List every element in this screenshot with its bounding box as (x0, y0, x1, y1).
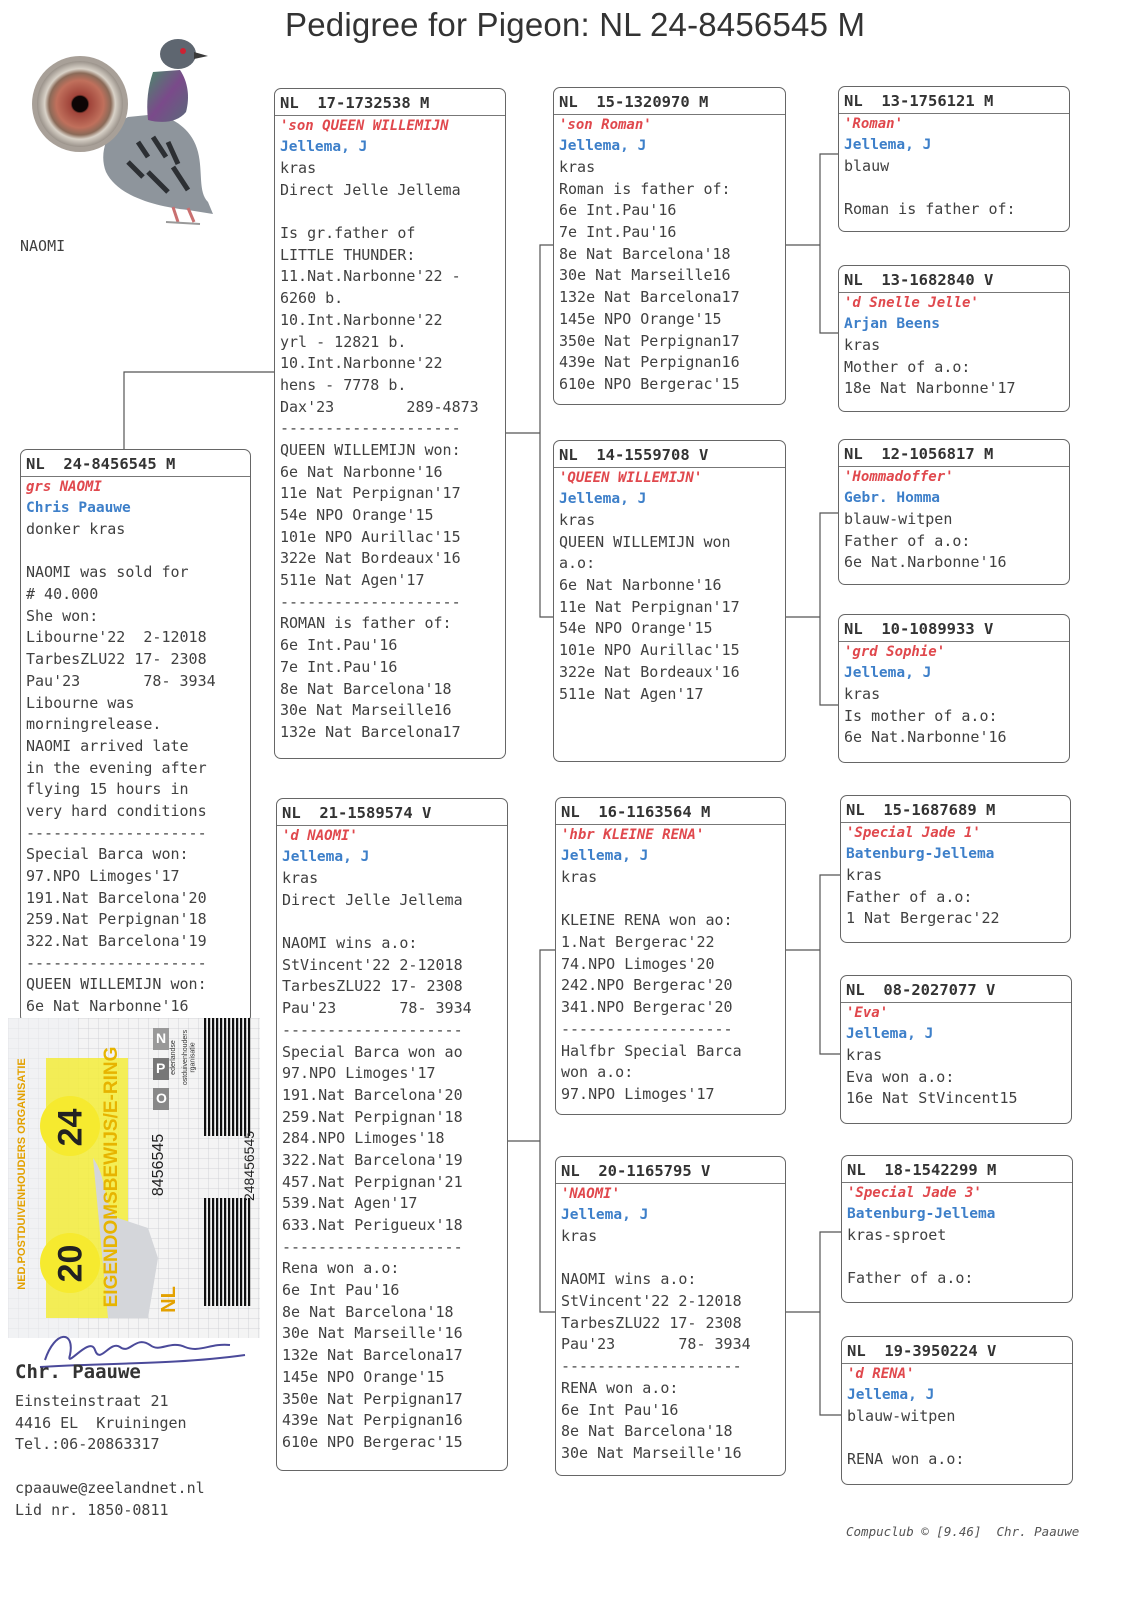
pigeon-card-ggp-8[interactable] (841, 1336, 1073, 1485)
pigeon-line: kras (844, 336, 881, 354)
pigeon-line: Father of a.o: (844, 531, 971, 550)
pigeon-line: a.o: (559, 554, 596, 573)
pigeon-line: 242.NPO Bergerac'20 (561, 976, 733, 995)
pigeon-line: Libourne'22 2-12018 (26, 628, 207, 647)
npo-line-2: ostduivenhouders (182, 1029, 190, 1086)
pigeon-line: 6e Int Pau'16 (561, 1400, 679, 1419)
pigeon-line: blauw-witpen (847, 1407, 956, 1425)
pigeon-breeder: Jellema, J (559, 491, 647, 507)
pigeon-line: RENA won a.o: (847, 1450, 965, 1469)
pigeon-line (556, 1248, 785, 1270)
pigeon-line: 8e Nat Barcelona'18 (559, 244, 731, 263)
pigeon-card-dam-sire[interactable] (555, 797, 786, 1115)
pigeon-ring: NL 14-1559708 V (559, 446, 709, 464)
pigeon-line: 322.Nat Barcelona'19 (26, 932, 207, 951)
pigeon-name: 'hbr KLEINE RENA' (556, 824, 785, 846)
pigeon-lines (554, 157, 785, 396)
pigeon-breeder: Arjan Beens (844, 316, 941, 332)
ring-country: NL (157, 1286, 180, 1313)
pigeon-line: 10.Int.Narbonne'22 (280, 310, 443, 329)
pigeon-line: Libourne was (26, 693, 135, 712)
pigeon-line: -------------------- (26, 953, 207, 972)
pigeon-line: kras (844, 685, 881, 703)
pigeon-line: kras (280, 159, 317, 177)
pigeon-line: 539.Nat Agen'17 (282, 1194, 418, 1213)
pigeon-line: 6e Nat.Narbonne'16 (844, 553, 1007, 572)
ring-org-text: NED.POSTDUIVENHOUDERS ORGANISATIE (16, 1058, 28, 1290)
pigeon-line: flying 15 hours in (26, 780, 189, 799)
pigeon-lines (839, 684, 1069, 749)
pigeon-line: very hard conditions (26, 801, 207, 820)
pigeon-line: 191.Nat Barcelona'20 (26, 888, 207, 907)
pigeon-line: 101e NPO Aurillac'15 (559, 641, 740, 660)
pigeon-name: 'd RENA' (842, 1363, 1072, 1385)
pigeon-line: 101e NPO Aurillac'15 (280, 527, 461, 546)
pigeon-line: 6e Int.Pau'16 (559, 201, 677, 220)
pigeon-line: blauw (844, 157, 890, 175)
pigeon-line: Special Barca won ao (282, 1042, 463, 1061)
pigeon-line: 18e Nat Narbonne'17 (844, 379, 1016, 398)
pigeon-line: RENA won a.o: (561, 1378, 679, 1397)
pigeon-name: grs NAOMI (21, 476, 250, 498)
pigeon-line: Father of a.o: (847, 1269, 974, 1288)
pigeon-breeder: Jellema, J (844, 665, 932, 681)
page-title: Pedigree for Pigeon: NL 24-8456545 M (285, 6, 866, 43)
pigeon-line: Halfbr Special Barca (561, 1041, 742, 1060)
pigeon-line: 6e Nat Narbonne'16 (26, 997, 189, 1016)
pigeon-breeder: Batenburg-Jellema (846, 846, 995, 862)
pigeon-card-subject[interactable] (20, 449, 251, 1023)
ring-barcode-number: 248456545 (241, 1130, 258, 1202)
pigeon-card-dam[interactable] (276, 798, 508, 1471)
pigeon-ring: NL 21-1589574 V (282, 804, 432, 822)
pigeon-line: -------------------- (561, 1357, 742, 1376)
pigeon-line: 145e NPO Orange'15 (559, 309, 722, 328)
pigeon-breeder: Gebr. Homma (844, 490, 941, 506)
pigeon-line: 610e NPO Bergerac'15 (559, 374, 740, 393)
pigeon-card-ggp-3[interactable] (838, 439, 1070, 585)
pigeon-line: 284.NPO Limoges'18 (282, 1129, 445, 1148)
pigeon-ring: NL 18-1542299 M (847, 1161, 997, 1179)
pigeon-line: 8e Nat Barcelona'18 (561, 1422, 733, 1441)
pigeon-line: Father of a.o: (846, 887, 973, 906)
pigeon-line: -------------------- (26, 823, 207, 842)
pigeon-breeder: Chris Paauwe (26, 500, 131, 516)
npo-line-3: rganisatie (189, 1042, 197, 1073)
pigeon-lines (554, 510, 785, 705)
pigeon-breeder: Jellema, J (847, 1387, 935, 1403)
pigeon-line: 97.NPO Limoges'17 (282, 1064, 436, 1083)
pigeon-lines (842, 1406, 1072, 1471)
pigeon-line: kras (559, 511, 596, 529)
pigeon-lines (839, 509, 1069, 574)
pigeon-line: 10.Int.Narbonne'22 (280, 354, 443, 373)
pigeon-line: QUEEN WILLEMIJN won: (26, 975, 207, 994)
pigeon-line: NAOMI was sold for (26, 563, 189, 582)
pigeon-lines (841, 865, 1070, 930)
pigeon-line: Is gr.father of (280, 224, 416, 243)
pigeon-line: NAOMI arrived late (26, 736, 189, 755)
pigeon-name: 'Eva' (841, 1002, 1071, 1024)
pigeon-line (277, 911, 507, 933)
pigeon-line: 54e NPO Orange'15 (559, 619, 713, 638)
pigeon-card-ggp-2[interactable] (838, 265, 1070, 412)
pigeon-line: 6260 b. (280, 289, 344, 308)
owner-spacer (15, 1456, 205, 1478)
pigeon-line: 439e Nat Perpignan16 (282, 1411, 463, 1430)
pigeon-line (839, 178, 1069, 200)
pigeon-line: 511e Nat Agen'17 (559, 684, 704, 703)
ring-year-b: 24 (51, 1108, 90, 1147)
pigeon-line: kras-sproet (847, 1226, 947, 1244)
pigeon-breeder: Jellema, J (282, 849, 370, 865)
pigeon-line: 350e Nat Perpignan17 (282, 1389, 463, 1408)
photo-caption: NAOMI (20, 237, 66, 255)
pigeon-line: # 40.000 (26, 585, 99, 604)
pigeon-line: -------------------- (282, 1020, 463, 1039)
pigeon-lines (556, 867, 785, 1106)
pigeon-lines (841, 1045, 1071, 1110)
pigeon-line: 439e Nat Perpignan16 (559, 353, 740, 372)
pigeon-ring: NL 20-1165795 V (561, 1162, 711, 1180)
pigeon-line: 16e Nat StVincent15 (846, 1089, 1018, 1108)
pigeon-line: Direct Jelle Jellema (282, 890, 463, 909)
pigeon-line: 1 Nat Bergerac'22 (846, 909, 1000, 928)
pigeon-line (21, 541, 250, 563)
pigeon-line: 74.NPO Limoges'20 (561, 954, 715, 973)
pigeon-line: QUEEN WILLEMIJN won: (280, 440, 461, 459)
pigeon-line: NAOMI wins a.o: (282, 934, 418, 953)
pigeon-breeder: Jellema, J (844, 137, 932, 153)
pigeon-line: 6e Nat Narbonne'16 (280, 462, 443, 481)
pigeon-name: 'NAOMI' (556, 1183, 785, 1205)
pigeon-line: kras (561, 868, 598, 886)
ring-doc-text: EIGENDOMSBEWIJS/E-RING (101, 1046, 122, 1308)
pigeon-line: 6e Int Pau'16 (282, 1281, 400, 1300)
pigeon-lines (556, 1226, 785, 1465)
pigeon-line: QUEEN WILLEMIJN won (559, 532, 731, 551)
pigeon-ring: NL 16-1163564 M (561, 803, 711, 821)
npo-letter-p: P (156, 1060, 166, 1076)
pigeon-line: 6e Nat Narbonne'16 (559, 576, 722, 595)
pigeon-line: 191.Nat Barcelona'20 (282, 1085, 463, 1104)
pigeon-line: 30e Nat Marseille'16 (561, 1443, 742, 1462)
pigeon-name: 'd NAOMI' (277, 825, 507, 847)
pigeon-line: kras (561, 1227, 598, 1245)
owner-member-number: Lid nr. 1850-0811 (15, 1500, 169, 1519)
pigeon-line: 132e Nat Barcelona17 (282, 1346, 463, 1365)
pigeon-card-ggp-7[interactable] (841, 1155, 1073, 1303)
pigeon-ring: NL 10-1089933 V (844, 620, 994, 638)
pigeon-line: StVincent'22 2-12018 (282, 955, 463, 974)
pigeon-card-ggp-4[interactable] (838, 614, 1070, 763)
pigeon-line: 11e Nat Perpignan'17 (280, 484, 461, 503)
pigeon-name: 'QUEEN WILLEMIJN' (554, 467, 785, 489)
software-footer: Compuclub © [9.46] Chr. Paauwe (846, 1524, 1080, 1539)
pigeon-line: 7e Int.Pau'16 (559, 223, 677, 242)
pigeon-line: StVincent'22 2-12018 (561, 1292, 742, 1311)
pigeon-card-dam-dam[interactable] (555, 1156, 786, 1476)
pigeon-line: 11.Nat.Narbonne'22 - (280, 267, 461, 286)
pigeon-line: 341.NPO Bergerac'20 (561, 998, 733, 1017)
pigeon-ring: NL 12-1056817 M (844, 445, 994, 463)
pigeon-breeder: Jellema, J (559, 138, 647, 154)
pigeon-line: 8e Nat Barcelona'18 (280, 679, 452, 698)
pigeon-name: 'Special Jade 3' (842, 1182, 1072, 1204)
pigeon-line: 457.Nat Perpignan'21 (282, 1172, 463, 1191)
pigeon-line: Eva won a.o: (846, 1067, 955, 1086)
pigeon-breeder: Jellema, J (561, 848, 649, 864)
pigeon-card-ggp-1[interactable] (838, 86, 1070, 232)
pigeon-ring: NL 13-1682840 V (844, 271, 994, 289)
pigeon-line: 322e Nat Bordeaux'16 (559, 662, 740, 681)
pigeon-line: kras (559, 158, 596, 176)
pigeon-breeder: Batenburg-Jellema (847, 1206, 996, 1222)
pigeon-line: Rena won a.o: (282, 1259, 400, 1278)
pigeon-line: 350e Nat Perpignan17 (559, 331, 740, 350)
owner-email[interactable]: cpaauwe@zeelandnet.nl (15, 1478, 205, 1497)
pigeon-name: 'Roman' (839, 113, 1069, 135)
ring-year-a: 20 (51, 1244, 90, 1283)
pigeon-line: Dax'23 289-4873 (280, 397, 479, 416)
pigeon-line: -------------------- (282, 1237, 463, 1256)
pigeon-name: 'son QUEEN WILLEMIJN (275, 115, 505, 137)
pigeon-line: TarbesZLU22 17- 2308 (282, 977, 463, 996)
pigeon-name: 'son Roman' (554, 114, 785, 136)
pigeon-line: KLEINE RENA won ao: (561, 911, 733, 930)
pigeon-breeder: Jellema, J (280, 139, 368, 155)
pigeon-line: 30e Nat Marseille16 (280, 701, 452, 720)
pigeon-line: kras (846, 866, 883, 884)
pigeon-lines (839, 156, 1069, 221)
ring-certificate (8, 1018, 260, 1338)
pigeon-line: kras (846, 1046, 883, 1064)
pigeon-line: Mother of a.o: (844, 357, 971, 376)
pigeon-line: 322e Nat Bordeaux'16 (280, 549, 461, 568)
pigeon-lines (21, 519, 250, 1018)
pigeon-line: TarbesZLU22 17- 2308 (561, 1313, 742, 1332)
pigeon-line: 11e Nat Perpignan'17 (559, 597, 740, 616)
pigeon-line: kras (282, 869, 319, 887)
pigeon-ring: NL 19-3950224 V (847, 1342, 997, 1360)
pigeon-ring: NL 13-1756121 M (844, 92, 994, 110)
pigeon-line: 30e Nat Marseille16 (559, 266, 731, 285)
ring-number: 8456545 (150, 1133, 168, 1197)
pigeon-card-ggp-5[interactable] (840, 795, 1071, 943)
pigeon-breeder: Jellema, J (561, 1207, 649, 1223)
pigeon-line: hens - 7778 b. (280, 375, 407, 394)
pigeon-ring: NL 24-8456545 M (26, 455, 176, 473)
pigeon-line: 97.NPO Limoges'17 (26, 867, 180, 885)
pigeon-line: blauw-witpen (844, 510, 953, 528)
pigeon-line (556, 889, 785, 911)
npo-letter-o: O (156, 1090, 167, 1106)
owner-street: Einsteinstraat 21 (15, 1392, 169, 1410)
pigeon-line: Pau'23 78- 3934 (561, 1335, 751, 1354)
pigeon-line: Roman is father of: (559, 179, 731, 198)
pigeon-line: 30e Nat Marseille'16 (282, 1324, 463, 1343)
pigeon-line: 633.Nat Perigueux'18 (282, 1216, 463, 1234)
pigeon-line: LITTLE THUNDER: (280, 245, 416, 264)
pigeon-line: ------------------- (561, 1019, 733, 1038)
pigeon-line: Roman is father of: (844, 200, 1016, 219)
pigeon-line (842, 1247, 1072, 1269)
pigeon-line: 6e Int.Pau'16 (280, 636, 398, 655)
pigeon-line (842, 1428, 1072, 1450)
pigeon-line (275, 201, 505, 223)
pigeon-card-ggp-6[interactable] (840, 975, 1072, 1124)
pigeon-name: 'Special Jade 1' (841, 822, 1070, 844)
pigeon-line: Special Barca won: (26, 845, 189, 864)
pigeon-ring: NL 17-1732538 M (280, 94, 430, 112)
npo-letter-n: N (156, 1030, 167, 1046)
pigeon-card-sire[interactable] (274, 88, 506, 759)
pigeon-ring: NL 08-2027077 V (846, 981, 996, 999)
pigeon-line: TarbesZLU22 17- 2308 (26, 650, 207, 669)
pigeon-line: 1.Nat Bergerac'22 (561, 933, 715, 952)
owner-details (15, 1391, 205, 1521)
pigeon-line: Pau'23 78- 3934 (26, 671, 216, 690)
owner-name: Chr. Paauwe (15, 1361, 141, 1383)
owner-city: 4416 EL Kruiningen (15, 1413, 187, 1432)
owner-phone: Tel.:06-20863317 (15, 1435, 160, 1454)
pigeon-line: 145e NPO Orange'15 (282, 1367, 445, 1386)
pigeon-name: 'grd Sophie' (839, 641, 1069, 663)
pigeon-line: 610e NPO Bergerac'15 (282, 1432, 463, 1451)
pigeon-card-sire-sire[interactable] (553, 87, 786, 405)
pigeon-name: 'Hommadoffer' (839, 466, 1069, 488)
pigeon-line: yrl - 12821 b. (280, 332, 407, 351)
pigeon-lines (842, 1225, 1072, 1290)
pigeon-line: Pau'23 78- 3934 (282, 999, 472, 1018)
pigeon-line: Is mother of a.o: (844, 706, 998, 725)
pigeon-lines (277, 868, 507, 1454)
pigeon-line: won a.o: (561, 1063, 634, 1082)
pigeon-breeder: Jellema, J (846, 1026, 934, 1042)
pigeon-line: NAOMI wins a.o: (561, 1270, 697, 1289)
pigeon-line: 54e NPO Orange'15 (280, 506, 434, 524)
pigeon-line: 322.Nat Barcelona'19 (282, 1150, 463, 1169)
pigeon-line: 259.Nat Perpignan'18 (26, 910, 207, 929)
pigeon-line: She won: (26, 606, 99, 625)
pigeon-line: 7e Int.Pau'16 (280, 657, 398, 676)
pigeon-line: ROMAN is father of: (280, 614, 452, 633)
pigeon-line: 259.Nat Perpignan'18 (282, 1107, 463, 1126)
npo-line-1: ederlandse (169, 1040, 177, 1075)
pigeon-line: 132e Nat Barcelona17 (559, 288, 740, 307)
pigeon-line: -------------------- (280, 419, 461, 438)
pigeon-line: donker kras (26, 520, 126, 538)
pigeon-line: 8e Nat Barcelona'18 (282, 1302, 454, 1321)
pigeon-name: 'd Snelle Jelle' (839, 292, 1069, 314)
pigeon-lines (275, 158, 505, 744)
pigeon-line: 132e Nat Barcelona17 (280, 722, 461, 741)
pigeon-lines (839, 335, 1069, 400)
pigeon-line: 511e Nat Agen'17 (280, 571, 425, 590)
pigeon-line: Direct Jelle Jellema (280, 180, 461, 199)
pigeon-line: 97.NPO Limoges'17 (561, 1084, 715, 1103)
pigeon-line: -------------------- (280, 592, 461, 611)
pigeon-line: 6e Nat.Narbonne'16 (844, 728, 1007, 747)
pigeon-ring: NL 15-1687689 M (846, 801, 996, 819)
ring-certificate-graphic (8, 1018, 260, 1338)
pigeon-ring: NL 15-1320970 M (559, 93, 709, 111)
pigeon-line: morningrelease. (26, 715, 162, 734)
pigeon-card-sire-dam[interactable] (553, 440, 786, 762)
pigeon-line: in the evening after (26, 758, 207, 777)
